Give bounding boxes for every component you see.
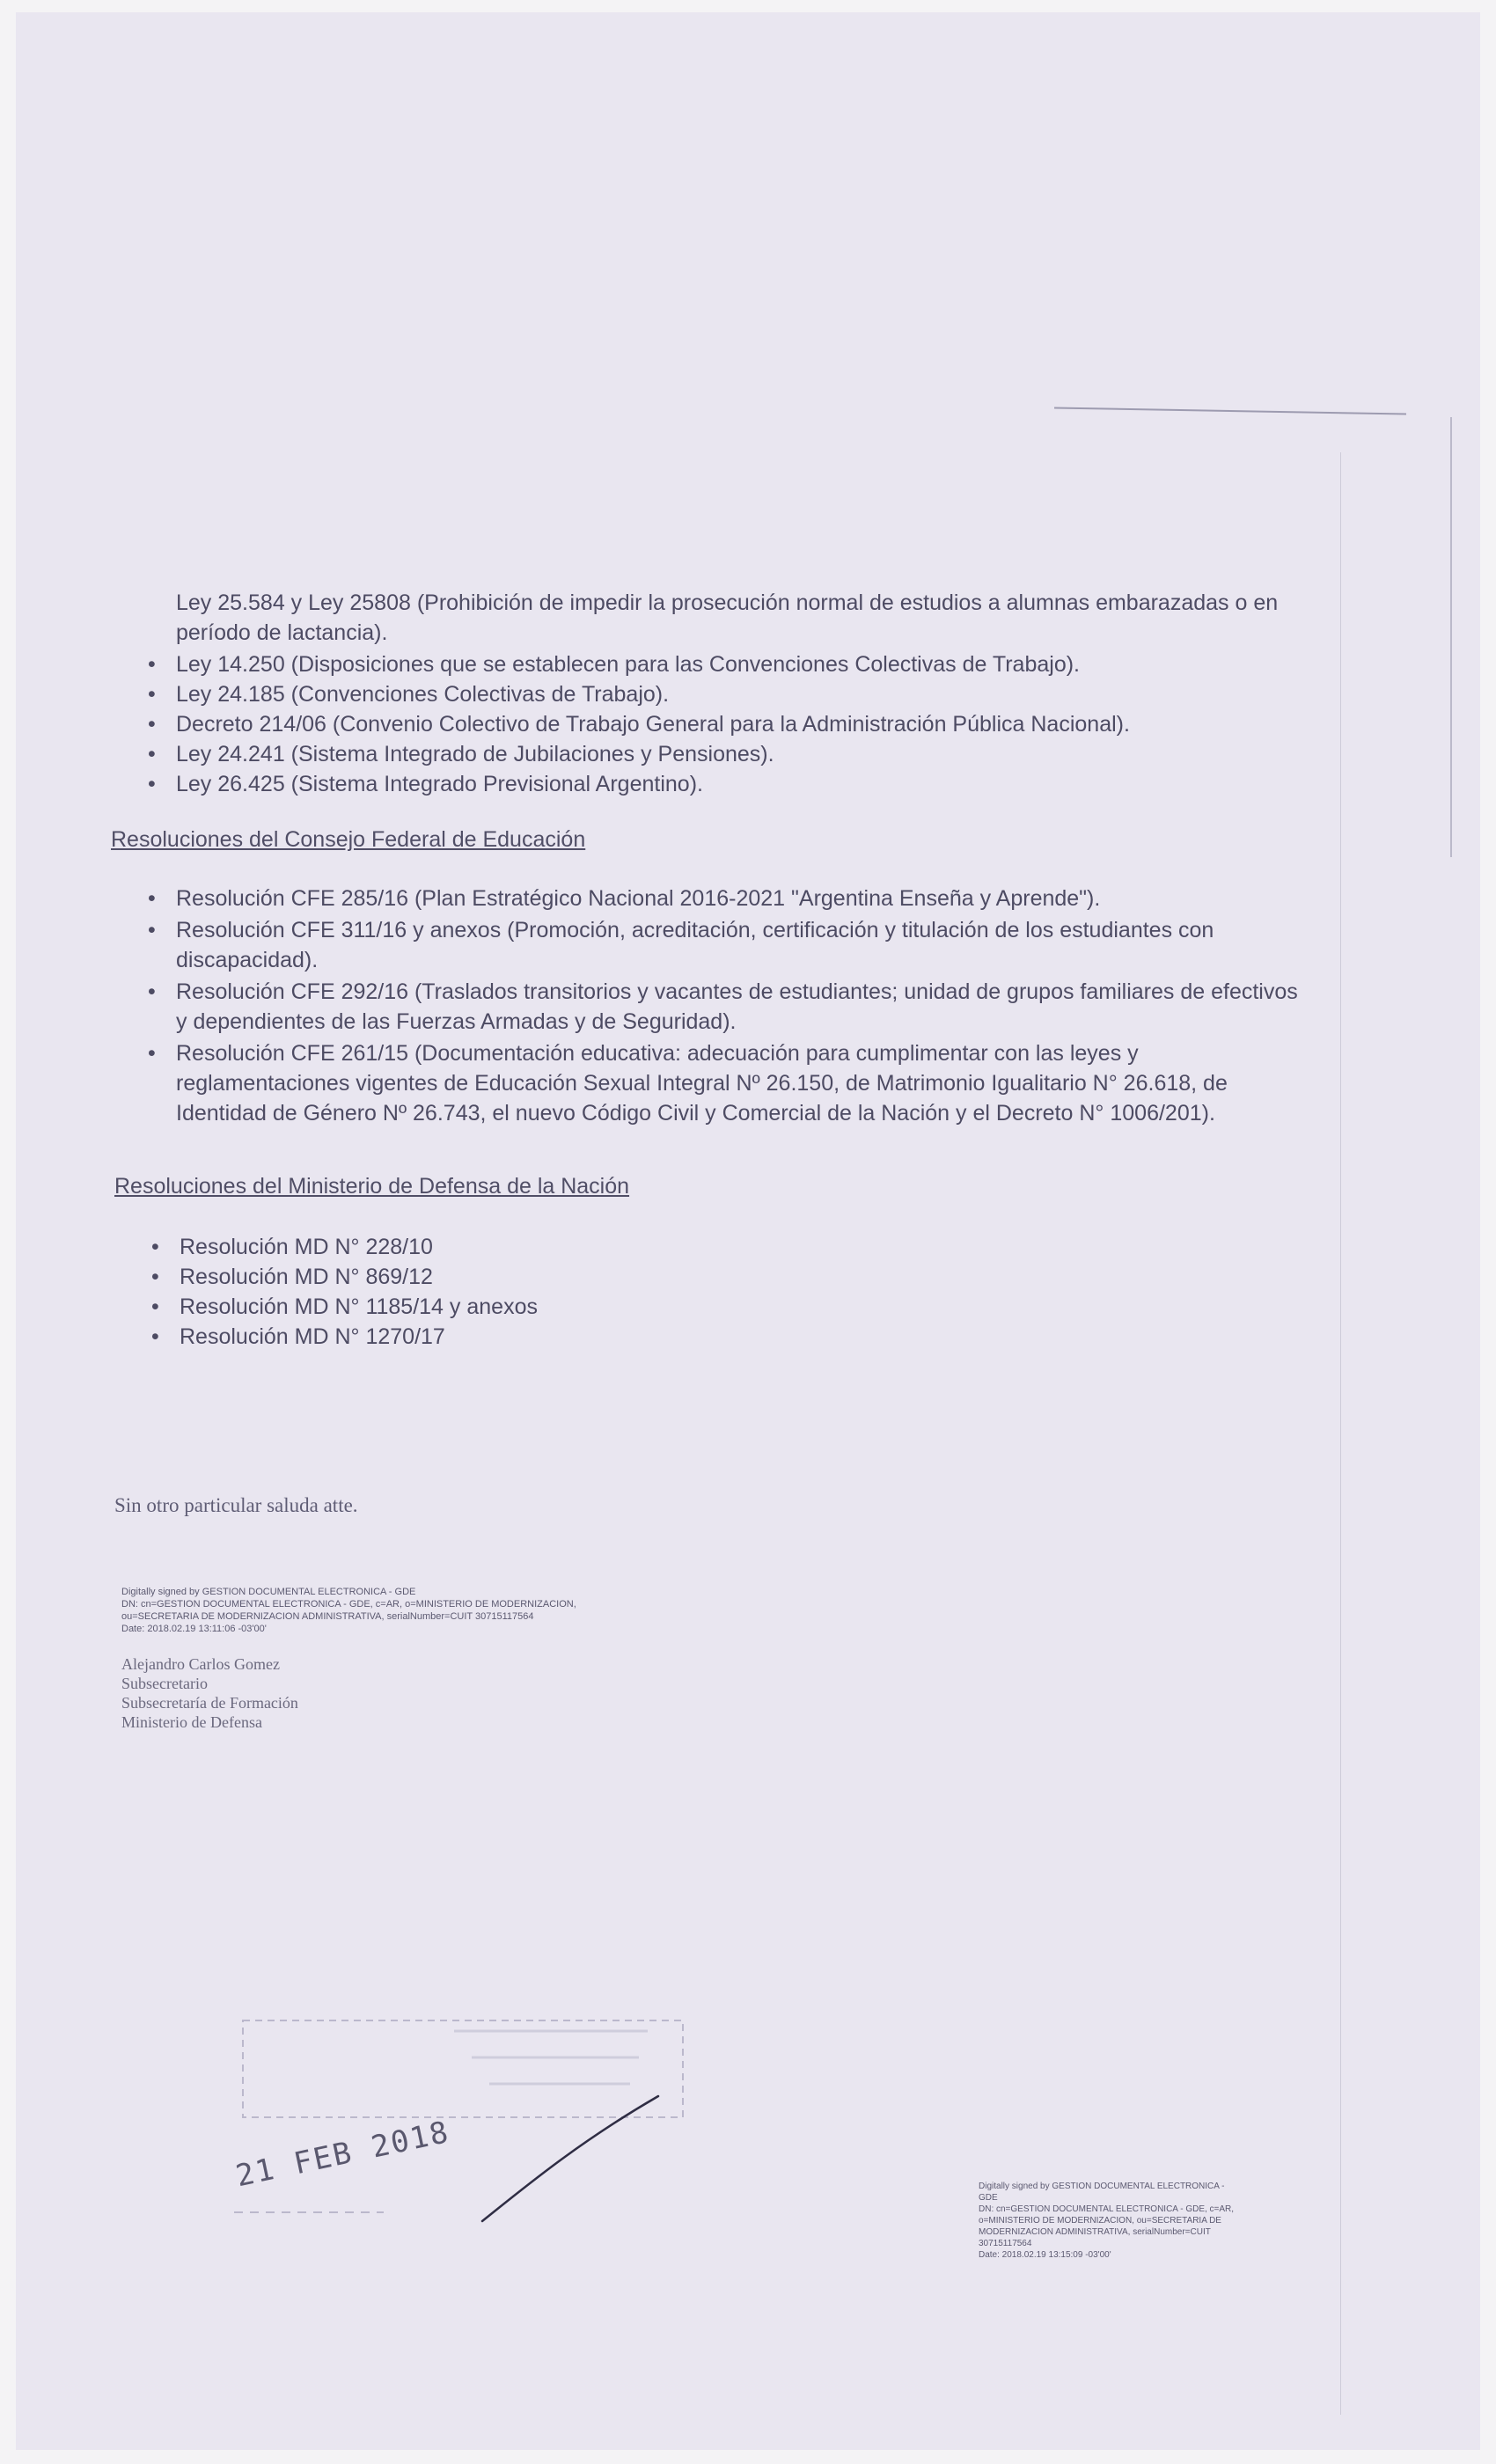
list-item xyxy=(176,588,1311,648)
margin-rule-vertical xyxy=(1450,417,1452,857)
bullet-icon: • xyxy=(151,1235,159,1259)
resolution-text: Resolución CFE 285/16 (Plan Estratégico Nacional 2016-2021 "Argentina Enseña y Aprende"). xyxy=(176,886,1101,911)
law-text: Ley 26.425 (Sistema Integrado Previsional Argentino). xyxy=(176,772,703,796)
list-item xyxy=(151,1292,884,1322)
closing-text: Sin otro particular saluda atte. xyxy=(114,1494,358,1516)
bullet-icon: • xyxy=(148,886,156,911)
signature-line: Digitally signed by GESTION DOCUMENTAL ELECTRONICA - xyxy=(979,2182,1225,2191)
resolution-text: Resolución MD N° 228/10 xyxy=(180,1235,433,1259)
signature-line: 30715117564 xyxy=(979,2239,1032,2248)
digital-signature-block-2 xyxy=(979,2181,1278,2261)
digital-signature-block xyxy=(121,1586,737,1635)
list-item xyxy=(148,709,1311,739)
bullet-icon: • xyxy=(148,682,156,707)
resolution-text: Resolución MD N° 1270/17 xyxy=(180,1324,445,1349)
stamp-date: 21 FEB 2018 xyxy=(232,2114,453,2195)
md-resolutions-list xyxy=(151,1232,884,1352)
law-text: Decreto 214/06 (Convenio Colectivo de Trabajo General para la Administración Pública Nacional). xyxy=(176,712,1130,737)
signatory-ministry: Ministerio de Defensa xyxy=(121,1713,262,1731)
bullet-icon: • xyxy=(151,1265,159,1289)
md-heading: Resoluciones del Ministerio de Defensa de la Nación xyxy=(114,1174,630,1199)
list-item xyxy=(148,649,1311,679)
resolution-text: Resolución CFE 261/15 (Documentación educativa: adecuación para cumplimentar con las leyes y reglamentaciones vigentes de Educación Sexual Integral Nº 26.150, de Matrimonio Igualitario N° 26.618, de Identidad de Género Nº 26.743, el nuevo Código Civil y Comercial de la Nación y el Decreto N° 1006/201). xyxy=(176,1041,1228,1126)
margin-rule-vertical-lower xyxy=(1340,452,1341,2415)
law-text: Ley 24.185 (Convenciones Colectivas de Trabajo). xyxy=(176,682,670,707)
signature-line: ou=SECRETARIA DE MODERNIZACION ADMINISTRATIVA, serialNumber=CUIT 30715117564 xyxy=(121,1611,534,1622)
resolution-text: Resolución MD N° 1185/14 y anexos xyxy=(180,1294,538,1319)
signature-line: Date: 2018.02.19 13:15:09 -03'00' xyxy=(979,2250,1111,2260)
signature-line: Date: 2018.02.19 13:11:06 -03'00' xyxy=(121,1624,267,1634)
signature-line: DN: cn=GESTION DOCUMENTAL ELECTRONICA - GDE, c=AR, xyxy=(979,2204,1235,2214)
cfe-heading: Resoluciones del Consejo Federal de Educación xyxy=(111,827,586,852)
bullet-icon: • xyxy=(148,712,156,737)
list-item xyxy=(148,679,1311,709)
resolution-text: Resolución MD N° 869/12 xyxy=(180,1265,433,1289)
bullet-icon: • xyxy=(148,742,156,766)
list-item xyxy=(151,1262,884,1292)
list-item xyxy=(148,915,1311,975)
list-item xyxy=(148,1038,1311,1128)
list-item xyxy=(151,1322,884,1352)
bullet-icon: • xyxy=(151,1324,159,1349)
list-item xyxy=(151,1232,884,1262)
cfe-resolutions-list xyxy=(148,884,1311,1128)
bullet-icon: • xyxy=(151,1294,159,1319)
margin-rule-top xyxy=(1054,407,1406,415)
laws-list xyxy=(148,588,1311,799)
handwritten-signature-stroke xyxy=(473,2089,667,2230)
document-page xyxy=(16,12,1480,2450)
resolution-text: Resolución CFE 292/16 (Traslados transitorios y vacantes de estudiantes; unidad de grupos familiares de efectivos y dependientes de las Fuerzas Armadas y de Seguridad). xyxy=(176,979,1298,1034)
signatory-block xyxy=(121,1654,298,1732)
signature-line: Digitally signed by GESTION DOCUMENTAL ELECTRONICA - GDE xyxy=(121,1587,416,1597)
signature-line: o=MINISTERIO DE MODERNIZACION, ou=SECRETARIA DE xyxy=(979,2216,1221,2226)
bullet-icon: • xyxy=(148,772,156,796)
signature-line: DN: cn=GESTION DOCUMENTAL ELECTRONICA - GDE, c=AR, o=MINISTERIO DE MODERNIZACION, xyxy=(121,1599,576,1610)
law-text: Ley 25.584 y Ley 25808 (Prohibición de impedir la prosecución normal de estudios a alumnas embarazadas o en período de lactancia). xyxy=(176,590,1279,645)
bullet-icon: • xyxy=(148,1041,156,1066)
list-item xyxy=(148,884,1311,913)
signature-line: MODERNIZACION ADMINISTRATIVA, serialNumber=CUIT xyxy=(979,2227,1211,2237)
list-item xyxy=(148,739,1311,769)
signature-line: GDE xyxy=(979,2193,998,2203)
law-text: Ley 24.241 (Sistema Integrado de Jubilaciones y Pensiones). xyxy=(176,742,774,766)
bullet-icon: • xyxy=(148,918,156,942)
bullet-icon: • xyxy=(148,979,156,1004)
signatory-office: Subsecretaría de Formación xyxy=(121,1694,298,1712)
signatory-title: Subsecretario xyxy=(121,1675,208,1692)
signatory-name: Alejandro Carlos Gomez xyxy=(121,1655,280,1673)
law-text: Ley 14.250 (Disposiciones que se establecen para las Convenciones Colectivas de Trabajo). xyxy=(176,652,1080,677)
list-item xyxy=(148,977,1311,1037)
bullet-icon: • xyxy=(148,652,156,677)
resolution-text: Resolución CFE 311/16 y anexos (Promoción, acreditación, certificación y titulación de los estudiantes con discapacidad). xyxy=(176,918,1214,972)
list-item xyxy=(148,769,1311,799)
